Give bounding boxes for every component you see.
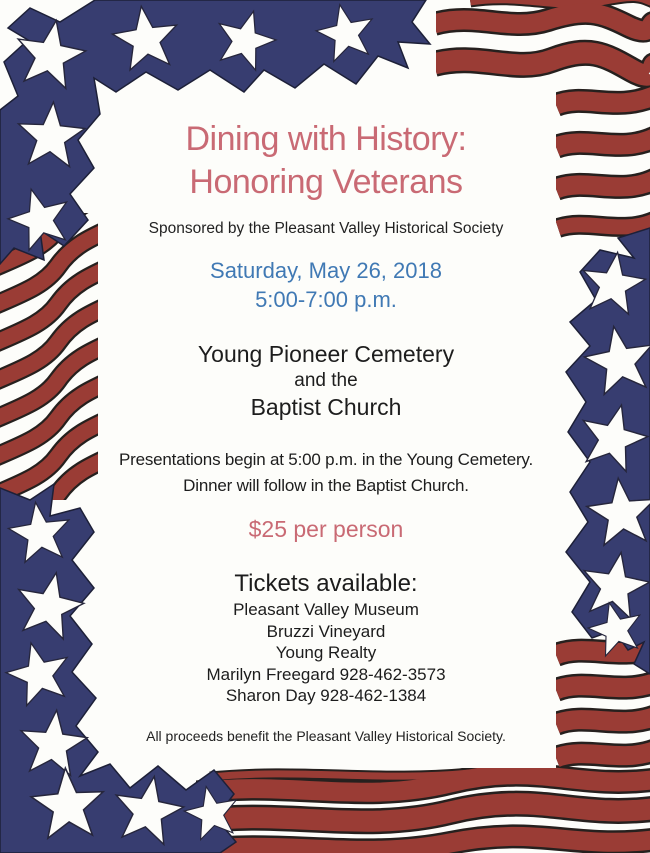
title-line-1: Dining with History:: [185, 120, 467, 158]
venue-line-1: Young Pioneer Cemetery: [197, 341, 455, 367]
title-line-2: Honoring Veterans: [189, 163, 463, 201]
ticket-location: Bruzzi Vineyard: [266, 621, 386, 641]
star-field-right: [566, 228, 650, 674]
price-line: $25 per person: [248, 516, 404, 542]
event-time: 5:00-7:00 p.m.: [255, 287, 397, 312]
details-line-1: Presentations begin at 5:00 p.m. in the Young Cemetery.: [119, 450, 533, 469]
ticket-location: Pleasant Valley Museum: [233, 600, 419, 619]
page-title: [88, 118, 564, 204]
event-datetime: [88, 256, 564, 314]
ticket-location: Young Realty: [275, 643, 377, 662]
event-date: Saturday, May 26, 2018: [210, 258, 442, 283]
ticket-locations-list: [88, 599, 564, 707]
venue-line-2: and the: [294, 370, 358, 391]
event-details: [88, 447, 564, 499]
event-venue: [88, 340, 564, 421]
tickets-heading: Tickets available:: [234, 570, 418, 597]
footer-note: All proceeds benefit the Pleasant Valley Historical Society.: [146, 727, 506, 744]
sponsor-line: Sponsored by the Pleasant Valley Historical Society: [148, 220, 504, 237]
ticket-contact: Sharon Day 928-462-1384: [225, 686, 427, 705]
details-line-2: Dinner will follow in the Baptist Church.: [183, 476, 469, 495]
venue-line-3: Baptist Church: [250, 394, 402, 420]
flyer-content: [88, 80, 564, 772]
ticket-contact: Marilyn Freegard 928-462-3573: [206, 664, 446, 684]
